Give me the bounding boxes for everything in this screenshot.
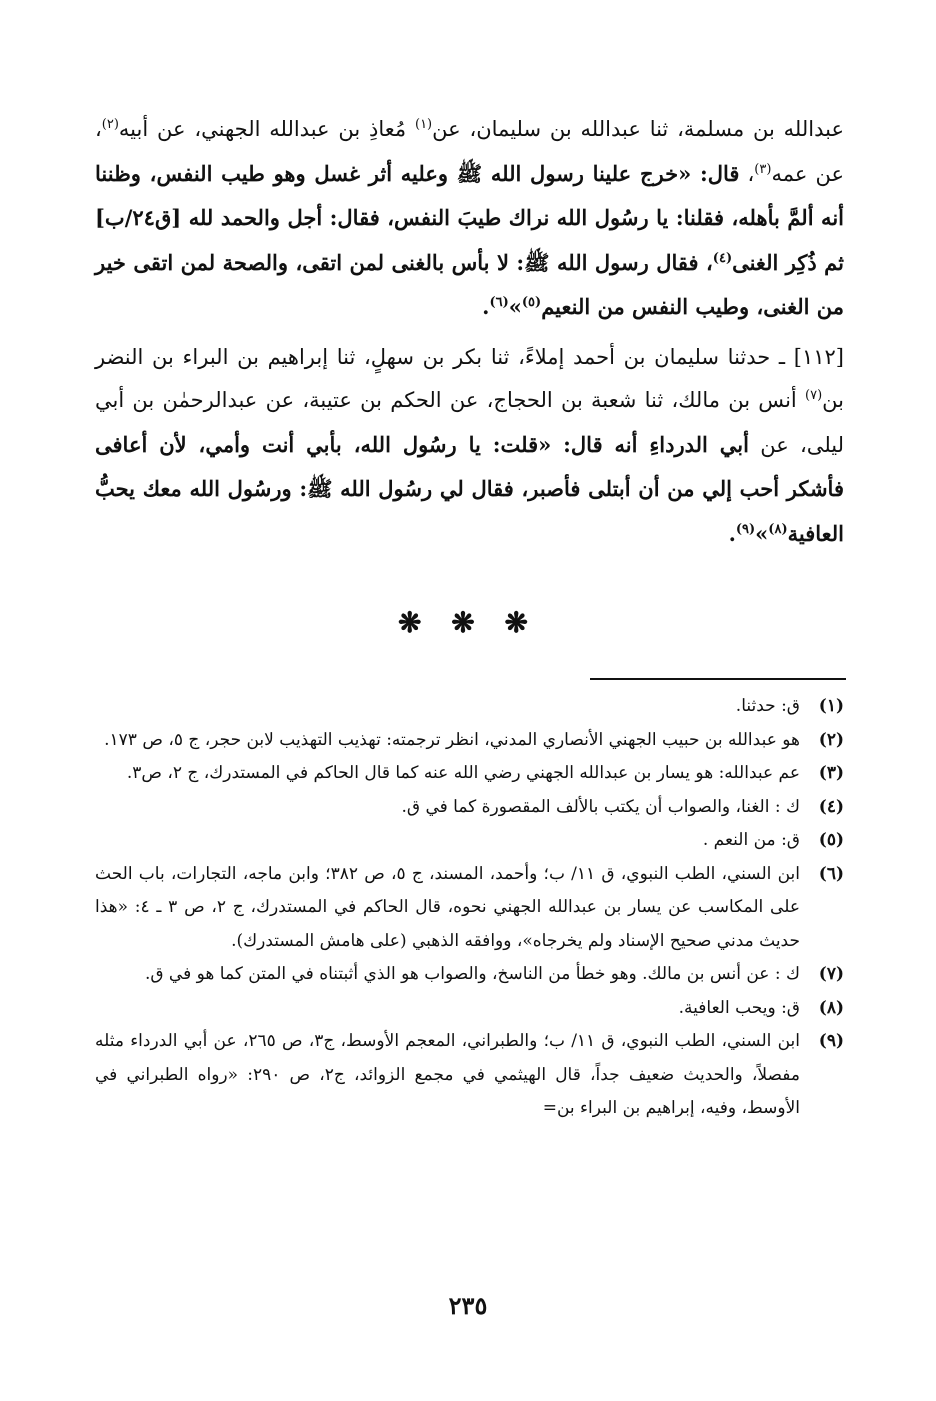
- footnote-ref-3[interactable]: (٣): [754, 161, 772, 177]
- footnote-item: [95, 1025, 844, 1126]
- text-segment: ، عن عمه: [95, 117, 844, 186]
- paragraph-hadith-112: [95, 336, 844, 557]
- footnote-number: (١): [818, 696, 844, 716]
- footnote-ref-6[interactable]: (٦): [489, 295, 509, 310]
- paragraph-hadith-111: [95, 108, 844, 330]
- text-segment: .: [482, 294, 490, 319]
- footnote-number: (٩): [818, 1031, 844, 1051]
- text-segment: مُعاذِ بن عبدالله الجهني، عن أبيه: [118, 117, 415, 141]
- footnote-number: (٧): [818, 964, 844, 984]
- footnote-number: (٨): [818, 997, 844, 1018]
- quote-close: »: [508, 294, 522, 319]
- text-segment: عبدالله بن مسلمة، ثنا عبدالله بن سليمان، عن: [432, 117, 844, 141]
- footnote-text: ق: ويحب العافية.: [678, 997, 800, 1018]
- footnote-item: [95, 724, 844, 758]
- footnote-text: ق: من النعم .: [702, 830, 800, 850]
- footnote-ref-4[interactable]: (٤): [712, 250, 733, 266]
- footnote-item: [95, 958, 844, 992]
- main-text: [95, 108, 844, 556]
- footnote-ref-5[interactable]: (٥): [521, 295, 542, 310]
- footnote-ref-2[interactable]: (٢): [101, 117, 119, 132]
- footnote-ref-7[interactable]: (٧): [805, 388, 823, 403]
- footnotes: [95, 690, 844, 1126]
- quote-close: »: [755, 520, 769, 546]
- footnote-item: [95, 992, 844, 1026]
- text-segment: أنس بن مالك، ثنا شعبة بن الحجاج، عن الحكم بن عتيبة، عن عبدالرحمٰن بن أبي ليلى، عن: [95, 388, 845, 457]
- footnote-number: (٤): [818, 796, 844, 817]
- footnote-number: (٦): [818, 863, 844, 884]
- footnote-text: ابن السني، الطب النبوي، ق ١١/ ب؛ وأحمد، المسند، ج ٥، ص ٣٨٢؛ وابن ماجه، التجارات، باب الحث على المكاسب عن يسار بن عبدالله الجهني نحوه، قال الحاكم في المستدرك، ج ٢، ص ٣ ـ ٤: «هذا حديث مدني صحيح الإسناد ولم يخرجاه»، ووافقه الذهبي (على هامش المستدرك).: [95, 863, 800, 951]
- text-segment: ،: [739, 161, 755, 186]
- footnote-number: (٢): [818, 729, 844, 750]
- hadith-matn: ، فقال رسول الله ﷺ: لا بأس بالغنى لمن اتقى، والصحة لمن اتقى خير من الغنى، وطيب النفس من النعيم: [95, 249, 844, 319]
- footnote-text: ك : عن أنس بن مالك. وهو خطأ من الناسخ، والصواب هو الذي أثبتناه في المتن كما هو في ق.: [144, 964, 800, 984]
- footnote-text: هو عبدالله بن حبيب الجهني الأنصاري المدني، انظر ترجمته: تهذيب التهذيب لابن حجر، ج ٥، ص ١٧٣.: [104, 729, 800, 750]
- footnote-divider: [590, 678, 846, 680]
- footnote-ref-1[interactable]: (١): [414, 117, 433, 132]
- footnote-number: (٣): [818, 763, 844, 783]
- footnote-item: [95, 858, 844, 959]
- footnote-text: ق: حدثنا.: [735, 696, 800, 716]
- footnote-ref-9[interactable]: (٩): [735, 521, 756, 537]
- footnote-number: (٥): [818, 830, 844, 850]
- footnote-ref-8[interactable]: (٨): [768, 521, 788, 537]
- footnote-item: [95, 791, 844, 825]
- section-separator: ❋ ❋ ❋: [398, 606, 538, 639]
- footnote-text: ك : الغنا، والصواب أن يكتب بالألف المقصورة كما في ق.: [401, 796, 800, 817]
- footnote-item: [95, 757, 844, 791]
- page-number: ٢٣٥: [448, 1291, 488, 1320]
- text-segment: [١١٢] ـ حدثنا سليمان بن أحمد إملاءً، ثنا بكر بن سهلٍ، ثنا إبراهيم بن البراء بن النضر بن: [95, 344, 844, 412]
- hadith-matn: أبي الدرداءِ أنه قال: «قلت: يا رسُول الله، بأبي أنت وأمي، لأن أعافى فأشكر أحب إلي من أن أبتلى فأصبر، فقال لي رسُول الله ﷺ: ورسُول الله معك يحبُّ العافية: [95, 431, 844, 546]
- footnote-text: عم عبدالله: هو يسار بن عبدالله الجهني رضي الله عنه كما قال الحاكم في المستدرك، ج ٢، ص٣.: [126, 763, 800, 783]
- text-segment: .: [728, 520, 736, 546]
- footnote-item: [95, 690, 844, 724]
- hadith-matn: قال: «خرج علينا رسول الله ﷺ وعليه أثر غسل وهو طيب النفس، وظننا أنه ألمَّ بأهله، فقلنا: يا رسُول الله نراك طيبَ النفس، فقال: أجل والحمد لله [ق٢٤/ب] ثم ذُكِر الغنى: [95, 160, 844, 275]
- footnote-item: [95, 824, 844, 858]
- footnote-text: ابن السني، الطب النبوي، ق ١١/ ب؛ والطبراني، المعجم الأوسط، ج٣، ص ٢٦٥، عن أبي الدرداء مثله مفصلاً، والحديث ضعيف جداً، قال الهيثمي في مجمع الزوائد، ج٢، ص ٢٩٠: «رواه الطبراني في الأوسط، وفيه، إبراهيم بن البراء بن=: [95, 1031, 801, 1118]
